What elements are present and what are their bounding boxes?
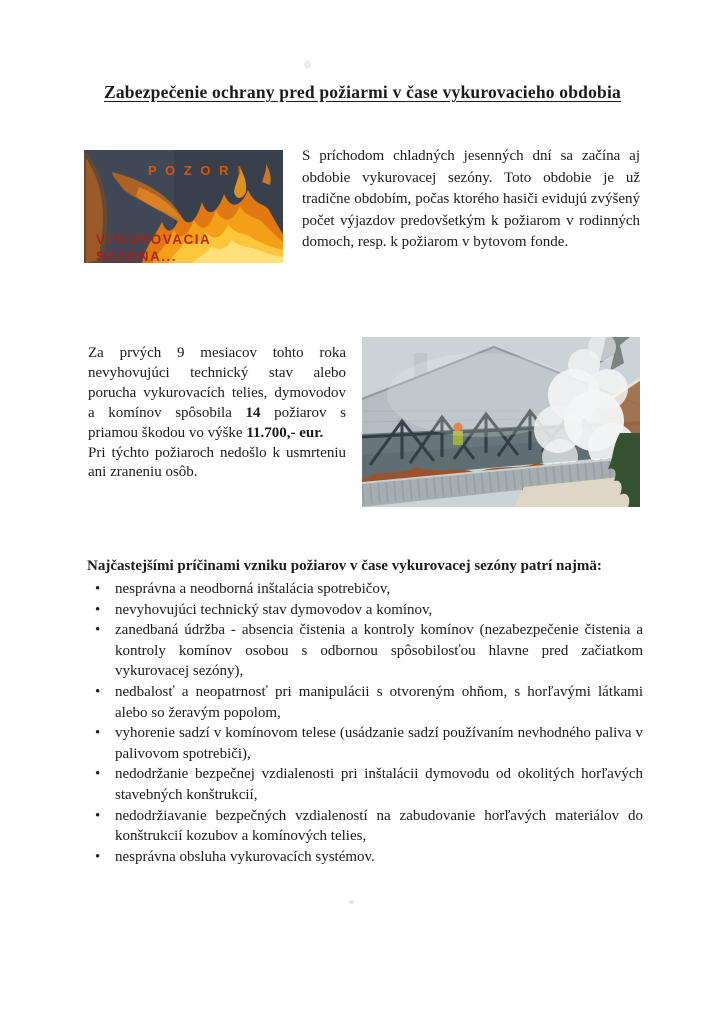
list-item	[87, 682, 643, 723]
stats-text-1: Za prvých 9 mesiacov tohto roka nevyhovujúci technický stav alebo porucha vykurovacích telies, dymovodov a komínov spôsobila	[88, 345, 346, 421]
page-title: Zabezpečenie ochrany pred požiarmi v čase vykurovacieho obdobia	[103, 82, 621, 102]
list-item	[87, 600, 643, 621]
heating-season-warning-image	[84, 150, 283, 263]
list-item	[87, 764, 643, 805]
season-label-line2: SEZÓNA...	[96, 249, 178, 263]
list-item	[87, 579, 643, 600]
bullet-text: nedodržiavanie bezpečných vzdialeností na zabudovanie horľavých materiálov do konštrukcií kozubov a komínových telies,	[115, 807, 643, 845]
season-label-line1: VYKUROVACIA	[96, 232, 212, 247]
alert-caption: P O Z O R !	[148, 163, 244, 178]
causes-heading: Najčastejšími príčinami vzniku požiarov v čase vykurovacej sezóny patrí najmä:	[87, 558, 602, 574]
scan-artifact	[304, 60, 311, 69]
bullet-text: zanedbaná údržba - absencia čistenia a kontroly komínov (nezabezpečenie čistenia a kontroly komínov osobou s odbornou spôsobilosťou hlavne pred začiatkom vykurovacej sezóny),	[115, 622, 643, 680]
list-item	[87, 847, 643, 868]
burned-house-graphic	[362, 337, 640, 507]
burned-roof-photo	[362, 337, 640, 507]
stats-text-3: Pri týchto požiaroch nedošlo k usmrteniu ani zraneniu osôb.	[88, 444, 346, 481]
flames-graphic	[84, 150, 283, 263]
scan-artifact	[349, 900, 354, 904]
list-item	[87, 806, 643, 847]
bullet-text: nedbalosť a neopatrnosť pri manipulácii s otvoreným ohňom, s horľavými látkami alebo so žeravým popolom,	[115, 683, 643, 721]
fires-count: 14	[245, 404, 261, 421]
bullet-text: nesprávna a neodborná inštalácia spotrebičov,	[115, 581, 391, 597]
intro-paragraph	[302, 146, 640, 254]
list-item	[87, 723, 643, 764]
bullet-text: nedodržanie bezpečnej vzdialenosti pri inštalácii dymovodu od okolitých horľavých stavebných konštrukcií,	[115, 766, 643, 803]
damage-amount: 11.700,- eur.	[246, 424, 324, 441]
stats-text-2: požiarov s priamou škodou vo výške	[88, 404, 346, 441]
bullet-text: nevyhovujúci technický stav dymovodov a komínov,	[115, 601, 433, 618]
statistics-paragraph	[88, 344, 346, 483]
bullet-text: vyhorenie sadzí v komínovom telese (usádzanie sadzí používaním nevhodného paliva v palivovom spotrebiči),	[115, 725, 643, 762]
list-item	[87, 620, 643, 682]
bullet-text: nesprávna obsluha vykurovacích systémov.	[115, 848, 375, 865]
causes-list	[87, 579, 643, 867]
intro-text: S príchodom chladných jesenných dní sa začína aj obdobie vykurovacej sezóny. Toto obdobie je už tradične obdobím, počas ktorého hasiči evidujú zvýšený počet výjazdov predovšetkým k požiarom v rodinných domoch, resp. k požiarom v bytovom fonde.	[302, 148, 640, 251]
